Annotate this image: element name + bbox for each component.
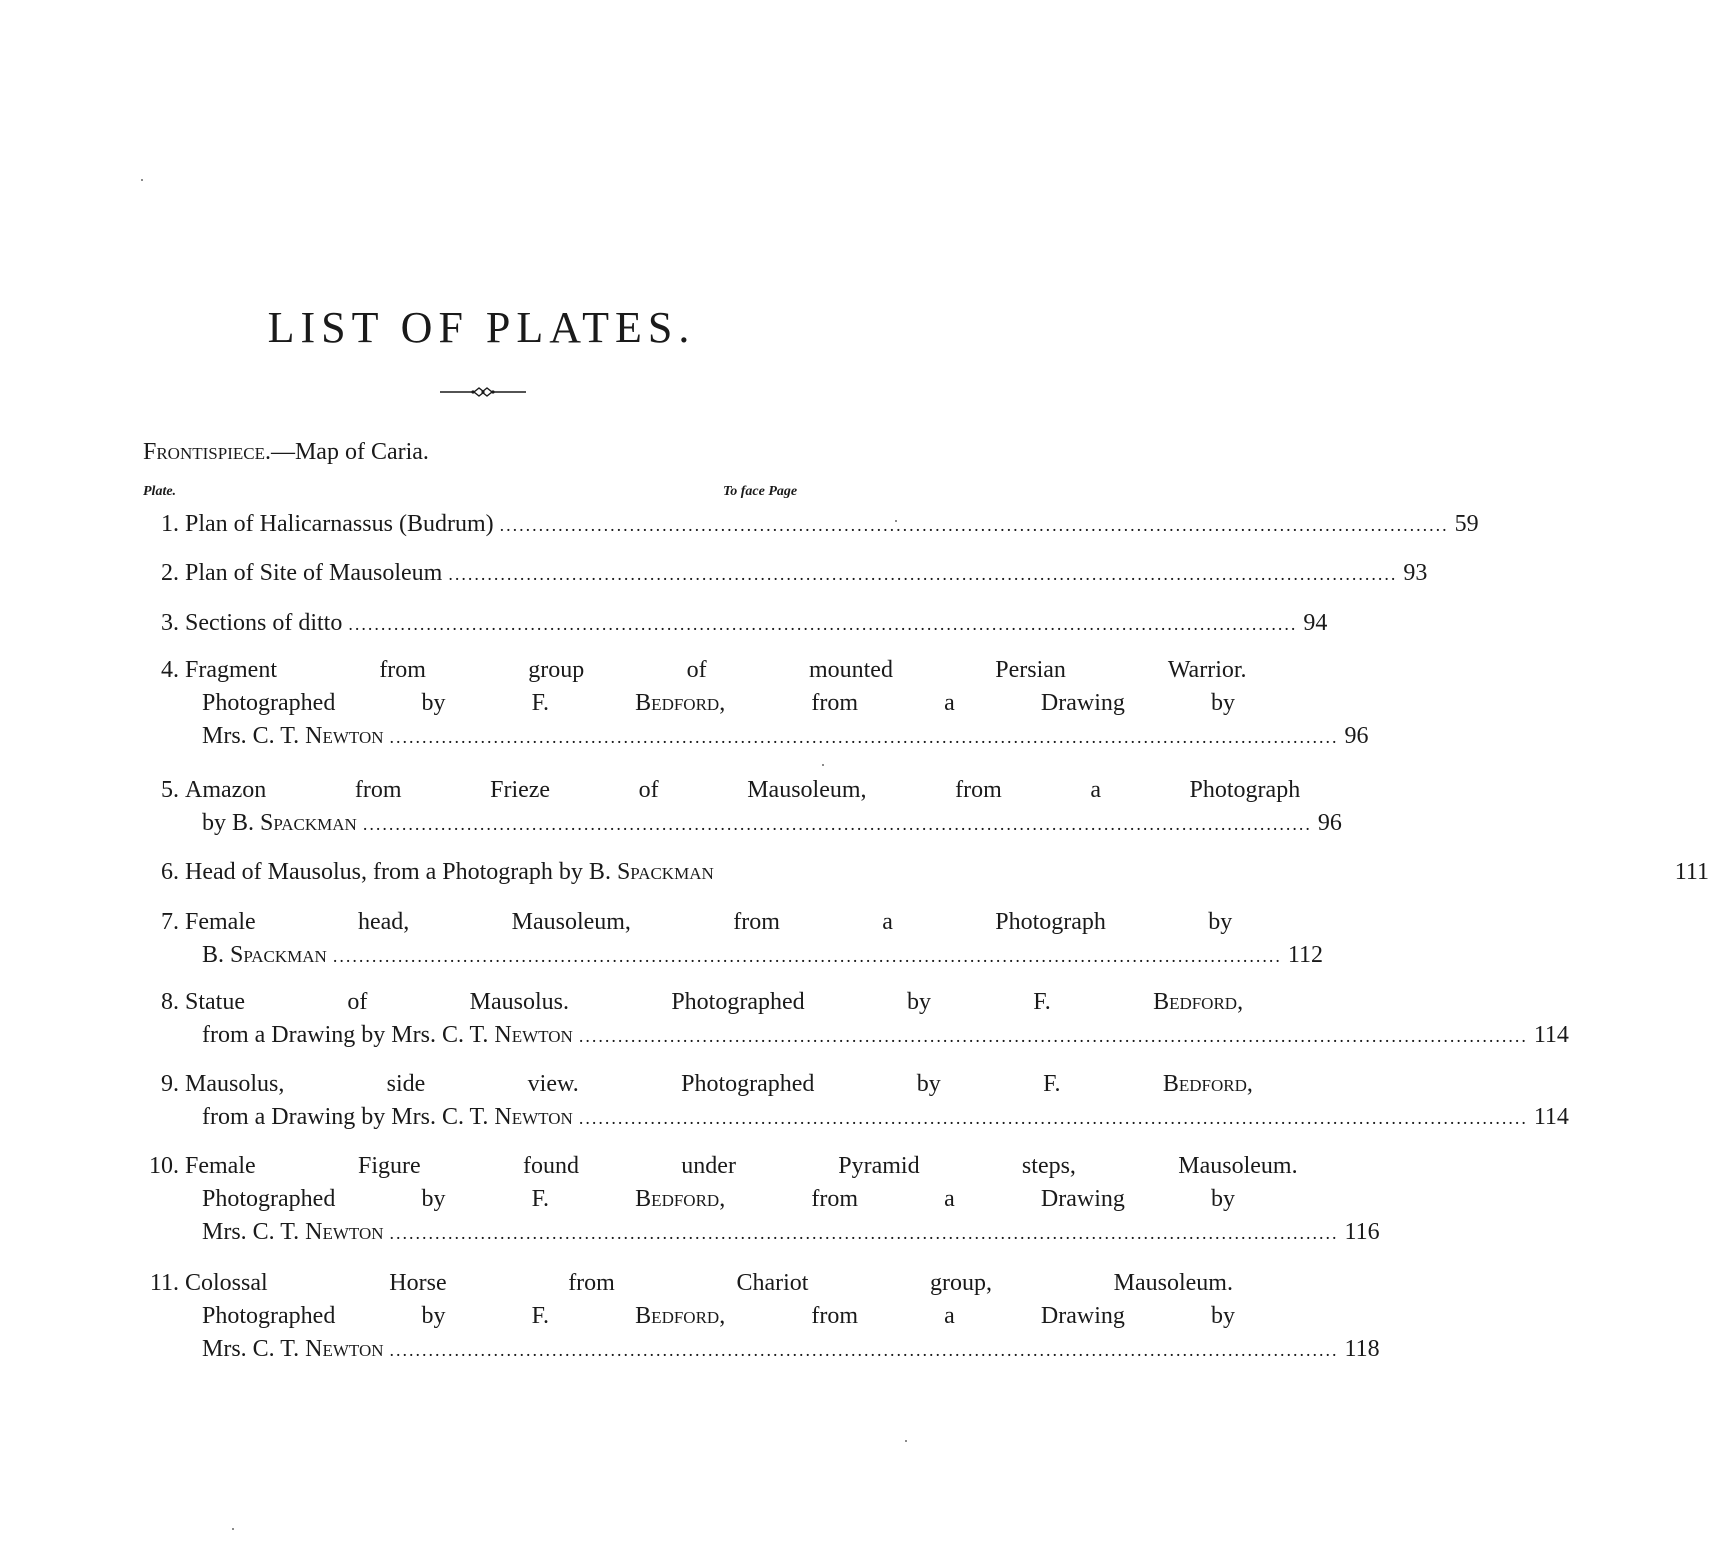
plate-title-line: Female Figure found under Pyramid steps, Mausoleum. [185, 1153, 1298, 1179]
plate-title-line: Fragment from group of mounted Persian Warrior. [185, 657, 1247, 683]
scan-speck [141, 179, 143, 181]
dot-leader [348, 608, 1297, 641]
plate-page-number: 116 [1344, 1219, 1380, 1245]
column-header-plate: Plate. [143, 484, 177, 499]
surname-smallcaps: Bedford [1162, 1071, 1247, 1097]
plate-title-text: Mrs. C. T. Newton [202, 723, 384, 749]
surname-smallcaps: Bedford [635, 690, 720, 716]
surname-smallcaps: Spackman [616, 859, 714, 885]
plate-title-text: Plan of Site of Mausoleum [185, 560, 443, 586]
plate-title-text: B. Spackman [202, 942, 327, 968]
plate-title-text: Plan of Halicarnassus (Budrum) [185, 511, 494, 537]
plate-title-line: Female head, Mausoleum, from a Photograph by [185, 909, 1233, 935]
dot-leader [363, 808, 1312, 841]
plate-page-number: 118 [1344, 1336, 1380, 1362]
plate-title-text: Mrs. C. T. Newton [202, 1219, 384, 1245]
surname-smallcaps: Newton [305, 723, 384, 749]
dot-leader [579, 1020, 1528, 1053]
plate-title-text: from a Drawing by Mrs. C. T. Newton [202, 1104, 573, 1130]
plate-title-line [185, 557, 1428, 591]
plate-page-number: 96 [1317, 810, 1342, 836]
plate-number: 2. [161, 560, 179, 586]
plate-title-text: by B. Spackman [202, 810, 357, 836]
plate-title-line [202, 1333, 1380, 1367]
plate-number: 9. [161, 1071, 179, 1097]
dot-leader [500, 509, 1449, 542]
plate-title-line [185, 508, 1479, 542]
plate-page-number: 94 [1303, 610, 1328, 636]
plate-number: 4. [161, 657, 179, 683]
surname-smallcaps: Bedford [1153, 989, 1238, 1015]
plate-title-text: Sections of ditto [185, 610, 343, 636]
dot-leader [390, 1334, 1339, 1367]
plate-number: 7. [161, 909, 179, 935]
surname-smallcaps: Bedford [635, 1303, 720, 1329]
plate-title-line [202, 1216, 1380, 1250]
surname-smallcaps: Newton [494, 1022, 573, 1048]
plate-page-number: 59 [1454, 511, 1479, 537]
plate-number: 6. [161, 859, 179, 885]
plate-title-line: Photographed by F. Bedford, from a Drawing by [202, 1303, 1236, 1329]
plate-page-number: 112 [1287, 942, 1323, 968]
plate-title-line: Mausolus, side view. Photographed by F. Bedford, [185, 1071, 1253, 1097]
frontispiece-line [143, 437, 429, 467]
ornament-divider [438, 384, 528, 400]
plate-title-line: Colossal Horse from Chariot group, Mausoleum. [185, 1270, 1233, 1296]
plate-number: 3. [161, 610, 179, 636]
dot-leader [448, 558, 1397, 591]
frontispiece-label: Frontispiece. [143, 439, 271, 465]
plate-title-line [202, 1019, 1569, 1053]
plate-page-number: 96 [1344, 723, 1369, 749]
surname-smallcaps: Newton [305, 1336, 384, 1362]
plate-title-text: Mrs. C. T. Newton [202, 1336, 384, 1362]
plate-title-line: Amazon from Frieze of Mausoleum, from a Photograph [185, 777, 1301, 803]
plate-title-line: Photographed by F. Bedford, from a Drawing by [202, 1186, 1236, 1212]
plate-title-line: Photographed by F. Bedford, from a Drawing by [202, 690, 1236, 716]
dot-leader [390, 721, 1339, 754]
plate-title-line: Statue of Mausolus. Photographed by F. Bedford, [185, 989, 1244, 1015]
plate-title-text: Head of Mausolus, from a Photograph by B. Spackman [185, 859, 714, 885]
column-header-page: To face Page [723, 484, 798, 499]
plate-title-line [202, 1101, 1569, 1135]
plate-title-line [202, 720, 1369, 754]
plate-page-number: 93 [1403, 560, 1428, 586]
surname-smallcaps: Spackman [260, 810, 357, 836]
dot-leader [390, 1217, 1339, 1250]
dot-leader [333, 940, 1282, 973]
plate-page-number: 114 [1533, 1104, 1569, 1130]
scan-speck [905, 1440, 907, 1442]
surname-smallcaps: Bedford [635, 1186, 720, 1212]
plate-number: 11. [149, 1270, 179, 1296]
plate-title-line [185, 856, 1709, 890]
scan-speck [895, 520, 897, 522]
frontispiece-text: —Map of Caria. [270, 439, 429, 465]
dot-leader [579, 1102, 1528, 1135]
scan-speck [822, 764, 824, 766]
plate-title-line [202, 939, 1323, 973]
plate-page-number: 111 [1674, 859, 1709, 885]
scan-speck [232, 1528, 234, 1530]
page-title: LIST OF PLATES. [267, 303, 696, 352]
plate-title-line [185, 607, 1328, 641]
plate-number: 5. [161, 777, 179, 803]
surname-smallcaps: Spackman [230, 942, 327, 968]
plate-title-text: from a Drawing by Mrs. C. T. Newton [202, 1022, 573, 1048]
surname-smallcaps: Newton [305, 1219, 384, 1245]
plate-title-line [202, 807, 1342, 841]
plate-number: 1. [161, 511, 179, 537]
plate-number: 10. [149, 1153, 179, 1179]
plate-page-number: 114 [1533, 1022, 1569, 1048]
surname-smallcaps: Newton [494, 1104, 573, 1130]
plate-number: 8. [161, 989, 179, 1015]
